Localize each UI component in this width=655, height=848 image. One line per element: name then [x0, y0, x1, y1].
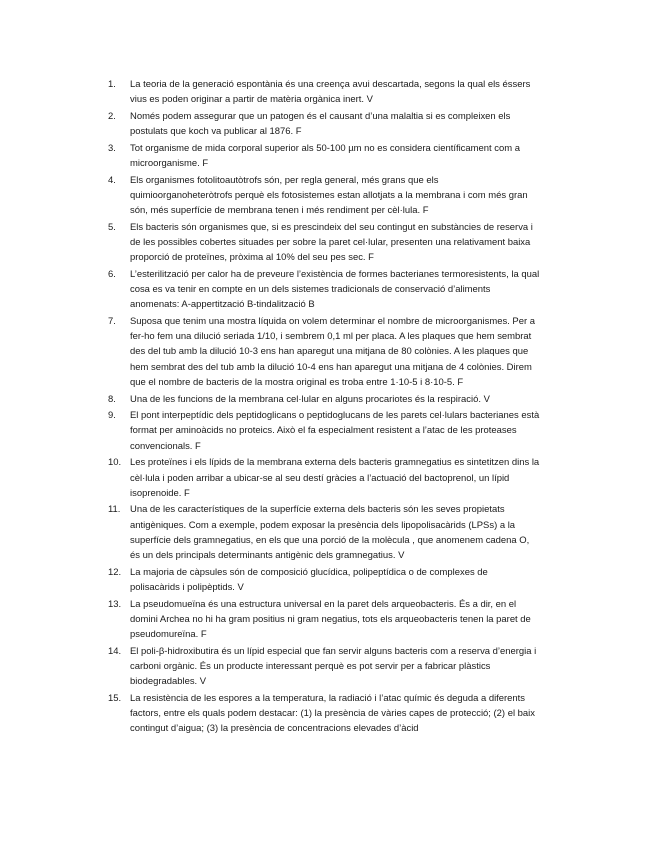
list-item	[108, 691, 540, 737]
list-item	[108, 392, 540, 407]
item-number: 5.	[108, 221, 116, 233]
item-text: La pseudomueïna és una estructura universal en la paret dels arqueobacteris. És a dir, en el domini Archea no hi ha gram positius ni gram negatius, tots els arqueobacteris tenen la paret de pseudomureïna. F	[130, 598, 531, 641]
item-number: 3.	[108, 142, 116, 154]
item-number: 8.	[108, 393, 116, 405]
list-item	[108, 644, 540, 690]
item-text: L’esterilització per calor ha de preveure l’existència de formes bacterianes termoresistents, la qual cosa es va tenir en compte en un dels sistemes tradicionals de conservació d’aliments anomenats: A-appertització B-tindalització B	[130, 268, 540, 311]
item-number: 2.	[108, 110, 116, 122]
item-text: Les proteïnes i els lípids de la membrana externa dels bacteris gramnegatius es sintetitzen dins la cèl·lula i poden arribar a ubicar-se al seu destí gràcies a l’actuació del bactoprenol, un lípid isoprenoide. F	[130, 457, 540, 499]
item-text: Tot organisme de mida corporal superior als 50-100 µm no es considera científicament com a microorganisme. F	[130, 142, 520, 170]
list-item	[108, 502, 540, 563]
item-text: La teoria de la generació espontània és una creença avui descartada, segons la qual els éssers vius es poden originar a partir de matèria orgànica inert. V	[130, 79, 531, 106]
item-number: 13.	[108, 598, 122, 610]
item-number: 4.	[108, 174, 116, 186]
list-item	[108, 267, 540, 313]
numbered-list	[108, 77, 540, 738]
list-item	[108, 565, 540, 595]
item-number: 10.	[108, 457, 122, 469]
list-item	[108, 455, 540, 501]
list-item	[108, 77, 540, 107]
item-number: 1.	[108, 79, 116, 90]
list-item	[108, 314, 540, 390]
list-item	[108, 220, 540, 266]
item-number: 9.	[108, 410, 116, 422]
item-text: Només podem assegurar que un patogen és el causant d’una malaltia si es compleixen els postulats que koch va publicar al 1876. F	[130, 110, 511, 138]
item-text: El poli-β-hidroxibutira és un lípid especial que fan servir alguns bacteris com a reserva d’energia i carboni orgànic. És un producte interessant perquè es pot servir per a fabricar plàstics biodegradables. V	[130, 645, 537, 688]
item-number: 14.	[108, 645, 122, 657]
list-item	[108, 141, 540, 171]
item-text: Una de les funcions de la membrana cel·lular en alguns procariotes és la respiració. V	[130, 393, 490, 405]
item-text: Suposa que tenim una mostra líquida on volem determinar el nombre de microorganismes. Per a fer-ho fem una dilució seriada 1/10, i sembrem 0,1 ml per placa. A les plaques que hem sembrat des del tub amb la dilució 10-3 ens han aparegut una mitjana de 80 colònies. A les plaques que hem sembrat des del tub amb la dilució 10-4 ens han aparegut una mitjana de 4 colònies. Direm que el nombre de bacteris de la mostra original es troba entre 1·10-5 i 8·10-5. F	[130, 316, 535, 388]
list-item	[108, 408, 540, 454]
list-item	[108, 173, 540, 219]
item-text: Els bacteris són organismes que, si es prescindeix del seu contingut en substàncies de reserva i de les possibles cobertes situades per sobre la paret cel·lular, presenten una relativament baixa proporció de proteïnes, pròxima al 10% del seu pes sec. F	[130, 221, 533, 264]
item-number: 11.	[108, 504, 121, 516]
list-item	[108, 597, 540, 643]
item-text: Els organismes fotolitoautòtrofs són, per regla general, més grans que els quimioorganoheteròtrofs perquè els fotosistemes estan allotjats a la membrana i com més gran són, més superfície de membrana tenen i més rendiment per cèl·lula. F	[130, 174, 528, 217]
item-number: 12.	[108, 566, 122, 578]
item-number: 6.	[108, 268, 116, 280]
list-item	[108, 109, 540, 139]
item-text: Una de les característiques de la superfície externa dels bacteris són les seves propietats antigèniques. Com a exemple, podem exposar la presència dels lipopolisacàrids (LPSs) a la superfície dels gramnegatius, en els que una porció de la molècula , que anomenem cadena O, és un dels principals determinants antigènic dels gramnegatius. V	[130, 504, 530, 562]
item-number: 7.	[108, 316, 116, 328]
item-number: 15.	[108, 692, 122, 704]
item-text: La resistència de les espores a la temperatura, la radiació i l’atac químic és deguda a diferents factors, entre els quals podem destacar: (1) la presència de vàries capes de protecció; (2) el baix contingut d’aigua; (3) la presència de concentracions elevades d’àcid	[130, 692, 535, 735]
item-text: El pont interpeptídic dels peptidoglicans o peptidoglucans de les parets cel·lulars bacterianes està format per aminoàcids no proteics. Això el fa especialment resistent a l’atac de les proteases convencionals. F	[130, 410, 540, 452]
item-text: La majoria de càpsules són de composició glucídica, polipeptídica o de complexes de polisacàrids i polipèptids. V	[130, 566, 488, 593]
